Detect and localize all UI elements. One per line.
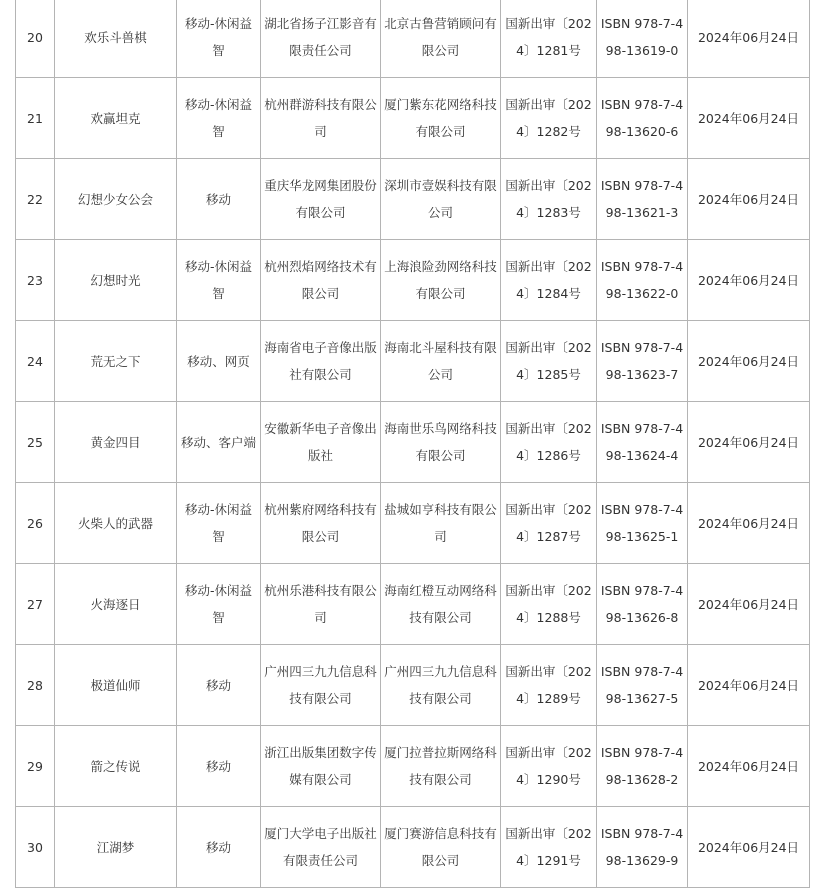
publisher-cell: 安徽新华电子音像出版社 <box>261 402 381 483</box>
game-name-cell: 箭之传说 <box>55 726 177 807</box>
operator-cell: 厦门拉普拉斯网络科技有限公司 <box>381 726 501 807</box>
operator-cell: 盐城如亨科技有限公司 <box>381 483 501 564</box>
approval-number-cell: 国新出审〔2024〕1287号 <box>501 483 597 564</box>
operator-cell: 上海浪险劲网络科技有限公司 <box>381 240 501 321</box>
row-number-cell: 26 <box>16 483 55 564</box>
isbn-cell: ISBN 978-7-498-13622-0 <box>597 240 688 321</box>
row-number-cell: 22 <box>16 159 55 240</box>
approval-number-cell: 国新出审〔2024〕1282号 <box>501 78 597 159</box>
isbn-cell: ISBN 978-7-498-13621-3 <box>597 159 688 240</box>
isbn-cell: ISBN 978-7-498-13628-2 <box>597 726 688 807</box>
approval-number-cell: 国新出审〔2024〕1284号 <box>501 240 597 321</box>
row-number-cell: 29 <box>16 726 55 807</box>
isbn-cell: ISBN 978-7-498-13624-4 <box>597 402 688 483</box>
game-name-cell: 幻想时光 <box>55 240 177 321</box>
approval-number-cell: 国新出审〔2024〕1281号 <box>501 0 597 78</box>
game-name-cell: 欢赢坦克 <box>55 78 177 159</box>
approval-number-cell: 国新出审〔2024〕1291号 <box>501 807 597 888</box>
approval-date-cell: 2024年06月24日 <box>688 159 810 240</box>
approval-number-cell: 国新出审〔2024〕1288号 <box>501 564 597 645</box>
table-row <box>16 0 810 78</box>
table-row <box>16 402 810 483</box>
table-row <box>16 78 810 159</box>
table-body <box>16 0 810 888</box>
table-row <box>16 807 810 888</box>
publisher-cell: 杭州群游科技有限公司 <box>261 78 381 159</box>
isbn-cell: ISBN 978-7-498-13623-7 <box>597 321 688 402</box>
publisher-cell: 杭州乐港科技有限公司 <box>261 564 381 645</box>
isbn-cell: ISBN 978-7-498-13620-6 <box>597 78 688 159</box>
approval-date-cell: 2024年06月24日 <box>688 240 810 321</box>
operator-cell: 深圳市壹娱科技有限公司 <box>381 159 501 240</box>
operator-cell: 海南北斗屋科技有限公司 <box>381 321 501 402</box>
game-type-cell: 移动-休闲益智 <box>177 564 261 645</box>
isbn-cell: ISBN 978-7-498-13629-9 <box>597 807 688 888</box>
game-type-cell: 移动 <box>177 159 261 240</box>
game-type-cell: 移动-休闲益智 <box>177 483 261 564</box>
row-number-cell: 30 <box>16 807 55 888</box>
game-type-cell: 移动、网页 <box>177 321 261 402</box>
approval-list-table-container <box>15 0 810 888</box>
game-name-cell: 江湖梦 <box>55 807 177 888</box>
game-name-cell: 荒无之下 <box>55 321 177 402</box>
game-approval-table <box>15 0 810 888</box>
table-row <box>16 321 810 402</box>
approval-date-cell: 2024年06月24日 <box>688 564 810 645</box>
game-name-cell: 黄金四目 <box>55 402 177 483</box>
game-type-cell: 移动-休闲益智 <box>177 240 261 321</box>
publisher-cell: 杭州烈焰网络技术有限公司 <box>261 240 381 321</box>
game-name-cell: 火海逐日 <box>55 564 177 645</box>
publisher-cell: 海南省电子音像出版社有限公司 <box>261 321 381 402</box>
game-name-cell: 极道仙师 <box>55 645 177 726</box>
row-number-cell: 28 <box>16 645 55 726</box>
row-number-cell: 25 <box>16 402 55 483</box>
approval-date-cell: 2024年06月24日 <box>688 402 810 483</box>
isbn-cell: ISBN 978-7-498-13625-1 <box>597 483 688 564</box>
publisher-cell: 广州四三九九信息科技有限公司 <box>261 645 381 726</box>
row-number-cell: 23 <box>16 240 55 321</box>
publisher-cell: 杭州紫府网络科技有限公司 <box>261 483 381 564</box>
table-row <box>16 645 810 726</box>
table-row <box>16 159 810 240</box>
isbn-cell: ISBN 978-7-498-13626-8 <box>597 564 688 645</box>
publisher-cell: 重庆华龙网集团股份有限公司 <box>261 159 381 240</box>
table-row <box>16 240 810 321</box>
publisher-cell: 厦门大学电子出版社有限责任公司 <box>261 807 381 888</box>
operator-cell: 海南红橙互动网络科技有限公司 <box>381 564 501 645</box>
game-type-cell: 移动 <box>177 807 261 888</box>
table-row <box>16 726 810 807</box>
game-name-cell: 欢乐斗兽棋 <box>55 0 177 78</box>
game-name-cell: 幻想少女公会 <box>55 159 177 240</box>
approval-date-cell: 2024年06月24日 <box>688 807 810 888</box>
approval-number-cell: 国新出审〔2024〕1286号 <box>501 402 597 483</box>
publisher-cell: 湖北省扬子江影音有限责任公司 <box>261 0 381 78</box>
approval-number-cell: 国新出审〔2024〕1285号 <box>501 321 597 402</box>
isbn-cell: ISBN 978-7-498-13627-5 <box>597 645 688 726</box>
game-type-cell: 移动、客户端 <box>177 402 261 483</box>
approval-date-cell: 2024年06月24日 <box>688 0 810 78</box>
approval-number-cell: 国新出审〔2024〕1289号 <box>501 645 597 726</box>
approval-date-cell: 2024年06月24日 <box>688 321 810 402</box>
row-number-cell: 21 <box>16 78 55 159</box>
game-name-cell: 火柴人的武器 <box>55 483 177 564</box>
approval-date-cell: 2024年06月24日 <box>688 726 810 807</box>
approval-number-cell: 国新出审〔2024〕1290号 <box>501 726 597 807</box>
operator-cell: 厦门赛游信息科技有限公司 <box>381 807 501 888</box>
row-number-cell: 24 <box>16 321 55 402</box>
game-type-cell: 移动-休闲益智 <box>177 78 261 159</box>
game-type-cell: 移动 <box>177 726 261 807</box>
approval-date-cell: 2024年06月24日 <box>688 483 810 564</box>
isbn-cell: ISBN 978-7-498-13619-0 <box>597 0 688 78</box>
table-row <box>16 564 810 645</box>
operator-cell: 北京古鲁营销顾问有限公司 <box>381 0 501 78</box>
operator-cell: 厦门紫东花网络科技有限公司 <box>381 78 501 159</box>
row-number-cell: 27 <box>16 564 55 645</box>
approval-date-cell: 2024年06月24日 <box>688 78 810 159</box>
approval-date-cell: 2024年06月24日 <box>688 645 810 726</box>
operator-cell: 海南世乐鸟网络科技有限公司 <box>381 402 501 483</box>
approval-number-cell: 国新出审〔2024〕1283号 <box>501 159 597 240</box>
game-type-cell: 移动 <box>177 645 261 726</box>
operator-cell: 广州四三九九信息科技有限公司 <box>381 645 501 726</box>
table-row <box>16 483 810 564</box>
publisher-cell: 浙江出版集团数字传媒有限公司 <box>261 726 381 807</box>
game-type-cell: 移动-休闲益智 <box>177 0 261 78</box>
row-number-cell: 20 <box>16 0 55 78</box>
